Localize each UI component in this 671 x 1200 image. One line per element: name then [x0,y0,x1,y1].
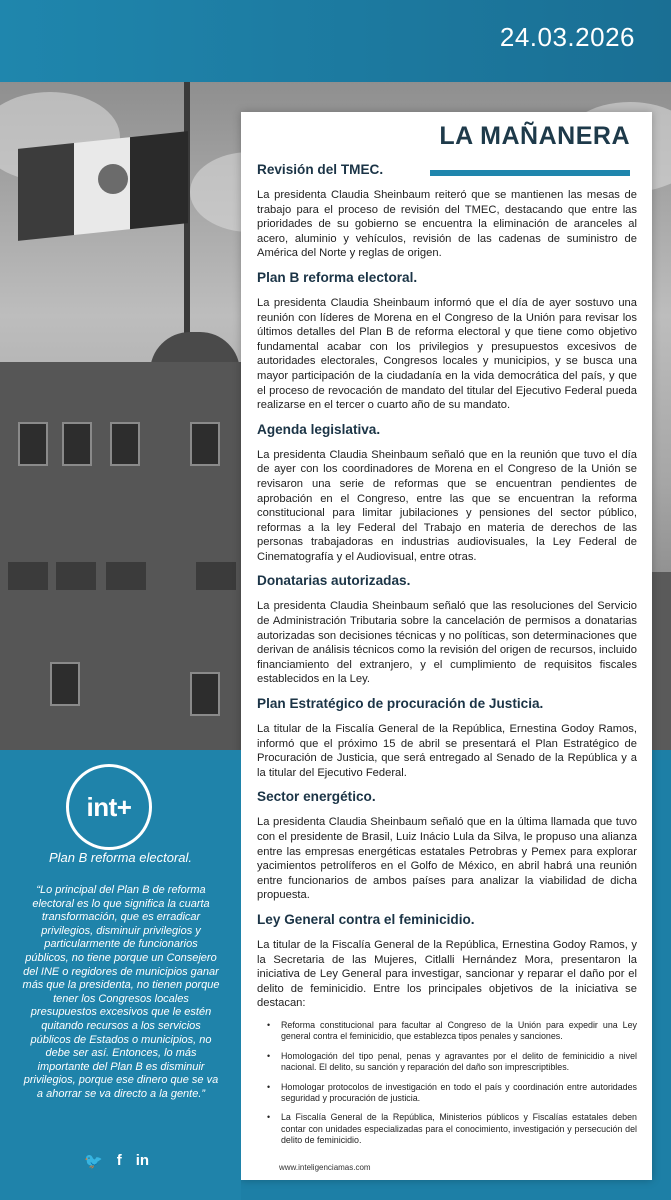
section-body: La presidenta Claudia Sheinbaum señaló que las resoluciones del Servicio de Administración Tributaria sobre la cancelación de permisos a donatarias autorizadas son decisiones técnicas y no políticas, son determinaciones que derivan de análisis técnicos como la revisión del origen de recursos, incluido financiamiento del extranjero, y el cumplimiento de requisitos fiscales establecidos en la Ley. [257,600,637,686]
building-image [0,362,250,750]
twitter-icon[interactable]: 🐦 [84,1153,103,1170]
objectives-list [257,1020,637,1147]
facebook-icon[interactable]: f [116,1152,122,1169]
section-title: Plan Estratégico de procuración de Justicia. [257,696,544,712]
section-body: La titular de la Fiscalía General de la República, Ernestina Godoy Ramos, y la Secretaria de las Mujeres, Citlalli Hernández Mora, presentaron la iniciativa de Ley General para investigar, sancionar y reparar el daño por el delito de feminicidio. Entre los principales objetivos de la iniciativa se destacan: [257,938,637,1010]
news-content [257,162,637,1155]
list-item: • Reforma constitucional para facultar al Congreso de la Unión para expedir una Ley general contra el feminicidio, que establezca tipos penales y sanciones. [281,1020,637,1043]
masthead-title: LA MAÑANERA [439,122,630,150]
website-link[interactable]: www.inteligenciamas.com [279,1163,371,1172]
quote-panel [0,750,241,1200]
brand-logo [66,764,152,850]
news-card [241,112,652,1180]
logo-text: int+ [86,791,132,822]
section-title: Donatarias autorizadas. [257,573,411,589]
date-label: 24.03.2026 [499,22,635,52]
section-body: La presidenta Claudia Sheinbaum señaló que en la reunión que tuvo el día de ayer con los coordinadores de Morena en el Congreso de la Unión se revisaron una serie de reformas que se encuentran pendientes de aprobación en el Congreso, entre las que se encuentran la reforma constitucional para limitar jubilaciones y pensiones del sector público, reformas a la ley Federal del Trabajo en materia de derechos de las personas trabajadoras en industrias audiovisuales, la Ley Federal de Cinematografía y el Audiovisual, entre otras. [257,448,637,563]
list-item: • La Fiscalía General de la República, Ministerios públicos y Fiscalías estatales deben contar con unidades especializadas para el conocimiento, investigación y persecución del delito de feminicidio. [281,1112,637,1146]
section-body: La presidenta Claudia Sheinbaum reiteró que se mantienen las mesas de trabajo para el proceso de revisión del TMEC, destacando que entre las prioridades de su gobierno se encuentra la eliminación de aranceles al acero, aluminio y vehículos, revisión de las cadenas de suministro de América del Norte y reglas de origen. [257,189,637,260]
section-body: La presidenta Claudia Sheinbaum señaló que en la última llamada que tuvo con el presidente de Brasil, Luiz Inácio Lula da Silva, le propuso una alianza entre las empresas energéticas estatales Petrobras y Pemex para explorar yacimientos petrolíferos en el Golfo de México, en abril habrá una reunión entre funcionarios de ambos países para analizar la viabilidad de dicha propuesta. [257,816,637,902]
section-body: La presidenta Claudia Sheinbaum informó que el día de ayer sostuvo una reunión con líderes de Morena en el Congreso de la Unión para revisar los últimos detalles del Plan B de reforma electoral y que tiene como objetivo fundamental acabar con los privilegios y presupuestos excesivos de autoridades electorales, Congresos locales y municipios, y se busca una mayor participación de la ciudadanía en la vida democrática del país, y que el proceso de revocación de mandato del titular del Ejecutivo Federal pueda realizarse en el tercer o cuarto año de su mandato. [257,296,637,412]
section-title: Ley General contra el feminicidio. [257,911,475,927]
section-title: Plan B reforma electoral. [257,269,418,285]
list-item: • Homologación del tipo penal, penas y agravantes por el delito de feminicidio a nivel nacional. El delito, su sanción y reparación del daño son imprescriptibles. [281,1051,637,1074]
section-title: Sector energético. [257,789,376,805]
linkedin-icon[interactable]: in [135,1152,150,1169]
section-title: Revisión del TMEC. [257,162,384,177]
social-links [84,1152,149,1170]
list-item: • Homologar protocolos de investigación en todo el país y coordinación entre autoridades seguridad y procuración de justicia. [281,1082,637,1105]
quote-text: “Lo principal del Plan B de reforma electoral es lo que significa la cuarta transformación, que es erradicar privilegios, disminuir privilegios y particularmente de funcionarios públicos, no tiene porque un Consejero del INE o regidores de municipios ganar más que la presidenta, no tienen porque tener los Congresos locales presupuestos excesivos que le estén quitando recursos a los servicios públicos de Estados o municipios, no debe ser así. Entonces, lo más importante del Plan B es disminuir privilegios, porque ese dinero que se va a ahorrar se va directo a la gente.” [22,884,220,1100]
quote-title: Plan B reforma electoral. [48,850,193,865]
section-body: La titular de la Fiscalía General de la República, Ernestina Godoy Ramos, informó que el próximo 15 de abril se presentará el Plan Estratégico de Procuración de Justicia, que será entregado al Senado de la República y a la titular del Ejecutivo Federal. [257,723,637,779]
header-bar [0,0,671,82]
section-title: Agenda legislativa. [257,421,381,437]
